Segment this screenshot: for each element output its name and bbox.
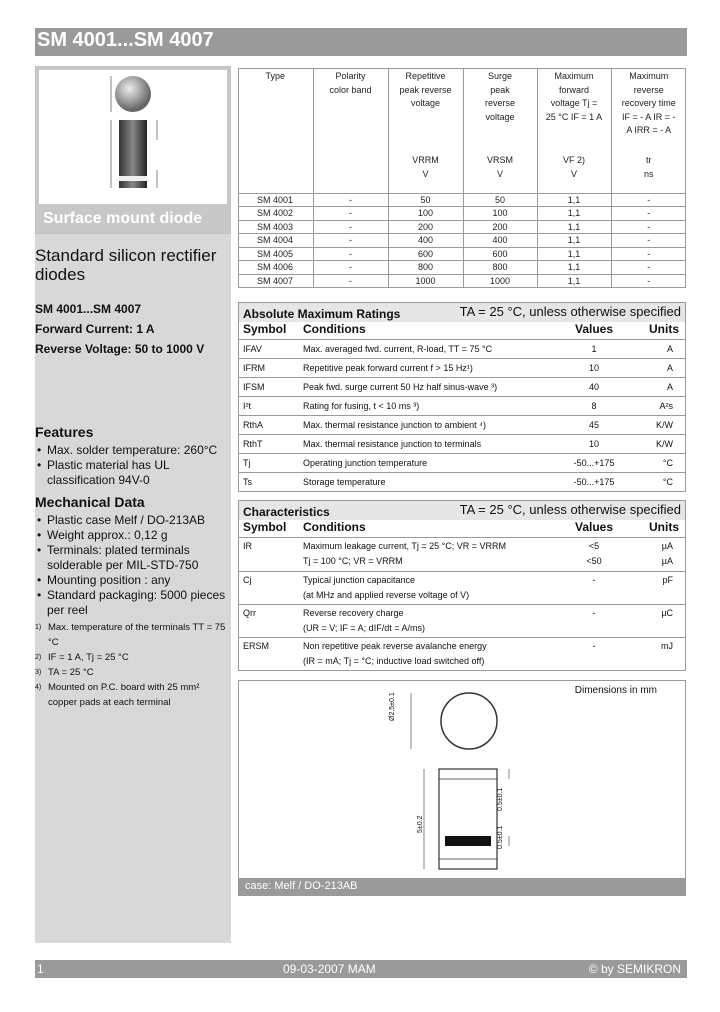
dimensions-box <box>238 680 686 896</box>
table-row: RthT Max. thermal resistance junction to terminals 10 K/W <box>239 434 685 453</box>
section-condition: TA = 25 °C, unless otherwise specified <box>459 502 681 517</box>
table-row: RthA Max. thermal resistance junction to ambient ⁴) 45 K/W <box>239 415 685 434</box>
image-caption: Surface mount diode <box>43 210 203 227</box>
column-headers: Symbol Conditions Values Units <box>243 322 679 336</box>
table-row: SM 4002 - 100 100 1,1 - <box>238 207 686 221</box>
table-row: SM 4001 - 50 50 1,1 - <box>238 193 686 207</box>
section-title: Characteristics <box>243 505 330 519</box>
page-title: SM 4001...SM 4007 <box>37 29 214 51</box>
table-header: Type <box>265 71 285 81</box>
table-header: Repetitive peak reverse voltage VRRM V <box>388 68 463 193</box>
product-image-box <box>35 66 231 234</box>
table-row: Cj Typical junction capacitance - pF (at MHz and applied reverse voltage of V) <box>239 571 685 604</box>
footnote: 4) Mounted on P.C. board with 25 mm² copper pads at each terminal <box>35 682 200 708</box>
page-header <box>35 28 687 56</box>
dim-band-top: 0.5±0.1 <box>497 787 504 811</box>
product-title: Standard silicon rectifier diodes <box>35 246 217 284</box>
section-title: Absolute Maximum Ratings <box>243 307 401 321</box>
part-range: SM 4001...SM 4007 <box>35 302 142 316</box>
list-item: • Mounting position : any <box>35 573 231 588</box>
list-item: • Plastic material has UL classification 94V-0 <box>35 458 231 488</box>
footnote: 2) IF = 1 A, Tj = 25 °C <box>35 652 129 663</box>
table-row: SM 4006 - 800 800 1,1 - <box>238 261 686 275</box>
reverse-voltage: Reverse Voltage: 50 to 1000 V <box>35 342 205 356</box>
column-headers: Symbol Conditions Values Units <box>243 520 679 534</box>
page-number: 1 <box>37 962 44 976</box>
mechanical-heading: Mechanical Data <box>35 494 145 510</box>
footer-copyright: © by SEMIKRON <box>588 962 681 976</box>
case-caption: case: Melf / DO-213AB <box>239 878 685 895</box>
table-row: SM 4005 - 600 600 1,1 - <box>238 247 686 261</box>
table-row: Ts Storage temperature -50...+175 °C <box>239 472 685 491</box>
table-row: SM 4007 - 1000 1000 1,1 - <box>238 274 686 288</box>
dimension-drawing <box>239 681 685 877</box>
features-heading: Features <box>35 424 94 440</box>
table-row: Tj Operating junction temperature -50...+175 °C <box>239 453 685 472</box>
list-item: • Terminals: plated terminals solderable per MIL-STD-750 <box>35 543 231 573</box>
type-table <box>238 68 686 288</box>
dimensions-title: Dimensions in mm <box>574 685 657 696</box>
product-image <box>39 70 227 204</box>
footnotes <box>35 620 231 710</box>
table-row: I²t Rating for fusing, t < 10 ms ³) 8 A²s <box>239 396 685 415</box>
list-item: • Max. solder temperature: 260°C <box>35 443 231 458</box>
table-row: ERSM Non repetitive peak reverse avalanche energy - mJ (IR = mA; Tj = °C; inductive load switched off) <box>239 637 685 670</box>
forward-current: Forward Current: 1 A <box>35 322 155 336</box>
table-row: IFSM Peak fwd. surge current 50 Hz half sinus-wave ³) 40 A <box>239 377 685 396</box>
list-item: • Weight approx.: 0,12 g <box>35 528 231 543</box>
table-row: Qrr Reverse recovery charge - µC (UR = V; IF = A; dIF/dt = A/ms) <box>239 604 685 637</box>
type-table-header <box>238 68 686 193</box>
table-header: Surge peak reverse voltage VRSM V <box>463 68 537 193</box>
table-header: Maximum reverse recovery time IF = - A IR = - A IRR = - A tr ns <box>611 68 686 193</box>
dim-band: 0.5±0.1 <box>497 825 504 849</box>
section-header <box>239 501 685 520</box>
features-list <box>35 443 231 488</box>
list-item: • Standard packaging: 5000 pieces per reel <box>35 588 231 618</box>
table-row: IFAV Max. averaged fwd. current, R-load, TT = 75 °C 1 A <box>239 339 685 358</box>
section-header <box>239 303 685 322</box>
abs-max-section <box>238 302 686 492</box>
characteristics-section <box>238 500 686 671</box>
table-header: Polarity color band <box>313 68 388 193</box>
list-item: • Plastic case Melf / DO-213AB <box>35 513 231 528</box>
diode-drawing <box>39 70 227 204</box>
dim-diameter: Ø2.5±0.1 <box>389 692 396 721</box>
page-footer <box>35 960 687 978</box>
table-row: SM 4004 - 400 400 1,1 - <box>238 234 686 248</box>
mechanical-list <box>35 513 231 618</box>
section-condition: TA = 25 °C, unless otherwise specified <box>459 304 681 319</box>
footnote: 1) Max. temperature of the terminals TT = 75 °C <box>35 622 226 648</box>
table-header: Maximum forward voltage Tj = 25 °C IF = 1 A VF 2) V <box>537 68 611 193</box>
dim-length: 5±0.2 <box>417 815 424 833</box>
footnote: 3) TA = 25 °C <box>35 667 94 678</box>
table-row: SM 4003 - 200 200 1,1 - <box>238 220 686 234</box>
table-row: IFRM Repetitive peak forward current f > 15 Hz¹) 10 A <box>239 358 685 377</box>
footer-date: 09-03-2007 MAM <box>283 962 376 976</box>
table-row: IR Maximum leakage current, Tj = 25 °C; VR = VRRM <5 µA Tj = 100 °C; VR = VRRM <50 µA <box>239 537 685 571</box>
